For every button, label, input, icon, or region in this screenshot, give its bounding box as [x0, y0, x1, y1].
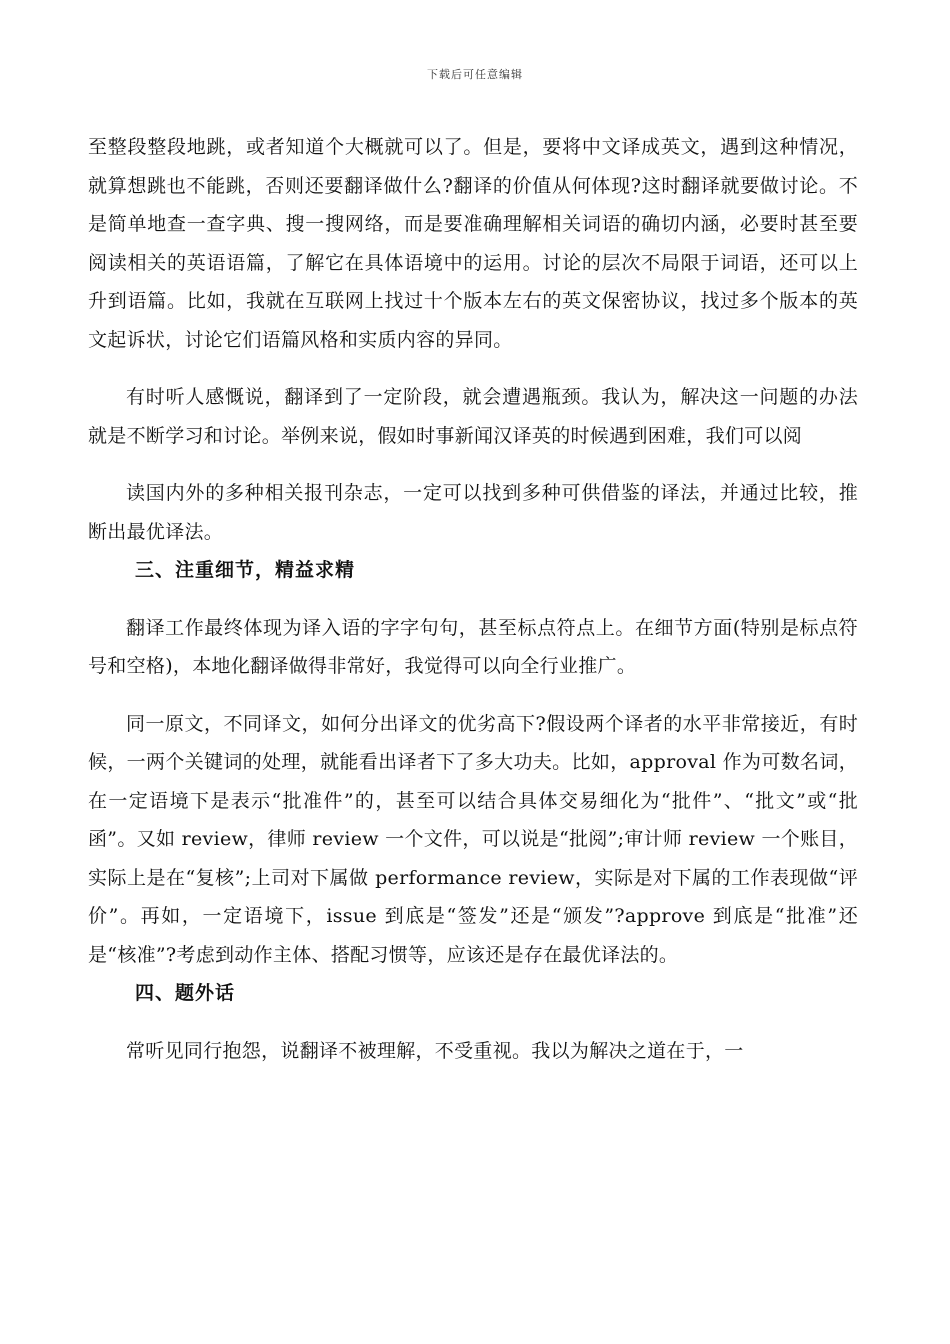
document-body — [88, 128, 858, 1070]
paragraph-aside: 常听见同行抱怨，说翻译不被理解，不受重视。我以为解决之道在于，一 — [126, 1039, 744, 1062]
paragraph-examples: 同一原文，不同译文，如何分出译文的优劣高下?假设两个译者的水平非常接近，有时候，一两个关键词的处理，就能看出译者下了多大功夫。比如，approval 作为可数名词，在一定语境下是表示“批准件”的，甚至可以结合具体交易细化为“批件”、“批文”或“批函”。又如 review，律师 review 一个文件，可以说是“批阅”;审计师 review 一个账目，实际上是在“复核”;上司对下属做 performance review，实际是对下属的工作表现做“评价”。再如，一定语境下，issue 到底是“签发”还是“颁发”?approve 到底是“批准”还是“核准”?考虑到动作主体、搭配习惯等，应该还是存在最优译法的。 — [88, 712, 858, 966]
paragraph-reading: 读国内外的多种相关报刊杂志，一定可以找到多种可供借鉴的译法，并通过比较，推断出最优译法。 — [88, 482, 858, 543]
paragraph-continuation: 至整段整段地跳，或者知道个大概就可以了。但是，要将中文译成英文，遇到这种情况，就算想跳也不能跳，否则还要翻译做什么?翻译的价值从何体现?这时翻译就要做讨论。不是简单地查一查字典、搜一搜网络，而是要准确理解相关词语的确切内涵，必要时甚至要阅读相关的英语语篇，了解它在具体语境中的运用。讨论的层次不局限于词语，还可以上升到语篇。比如，我就在互联网上找过十个版本左右的英文保密协议，找过多个版本的英文起诉状，讨论它们语篇风格和实质内容的异同。 — [88, 136, 858, 351]
paragraph-details: 翻译工作最终体现为译入语的字字句句，甚至标点符点上。在细节方面(特别是标点符号和空格)，本地化翻译做得非常好，我觉得可以向全行业推广。 — [88, 616, 858, 677]
page-header: 下载后可任意编辑 — [427, 68, 523, 81]
section-heading-aside: 四、题外话 — [135, 982, 236, 1004]
section-heading-details: 三、注重细节，精益求精 — [135, 559, 356, 581]
paragraph-bottleneck: 有时听人感慨说，翻译到了一定阶段，就会遭遇瓶颈。我认为，解决这一问题的办法就是不断学习和讨论。举例来说，假如时事新闻汉译英的时候遇到困难，我们可以阅 — [88, 386, 858, 447]
